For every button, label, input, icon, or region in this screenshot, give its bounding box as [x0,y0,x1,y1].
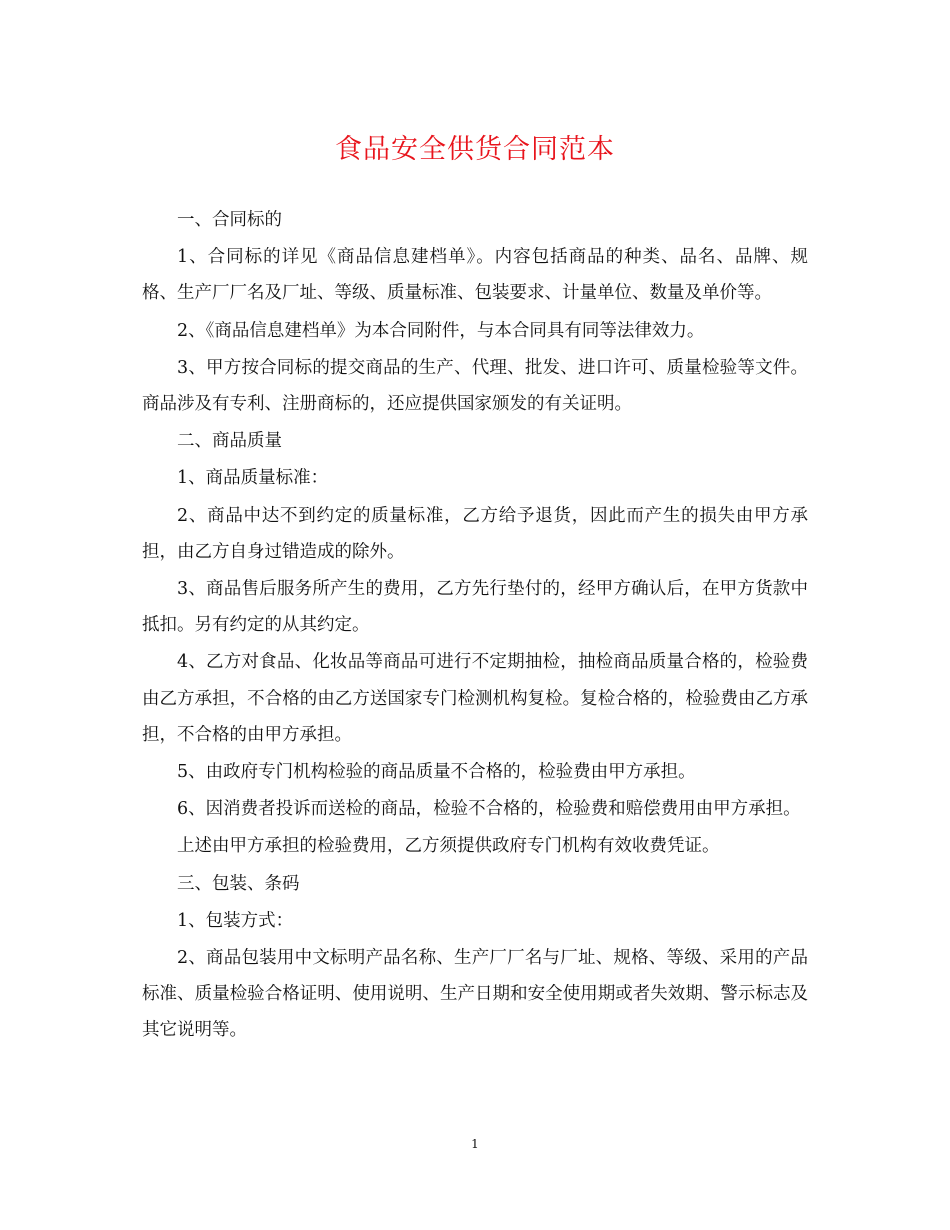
paragraph: 上述由甲方承担的检验费用，乙方须提供政府专门机构有效收费凭证。 [177,836,720,857]
paragraph: 2、《商品信息建档单》为本合同附件，与本合同具有同等法律效力。 [177,320,705,341]
paragraph: 一、合同标的 [177,210,282,230]
paragraph: 三、包装、条码 [177,873,300,894]
paragraph: 1、商品质量标准： [177,468,329,489]
document-title: 食品安全供货合同范本 [335,134,615,165]
paragraph: 二、商品质量 [177,431,282,452]
document-body [142,202,808,1050]
paragraph: 3、商品售后服务所产生的费用，乙方先行垫付的，经甲方确认后，在甲方货款中抵扣。另有约定的从其约定。 [142,579,808,636]
paragraph: 1、合同标的详见《商品信息建档单》。内容包括商品的种类、品名、品牌、规格、生产厂厂名及厂址、等级、质量标准、包装要求、计量单位、数量及单价等。 [142,247,808,304]
paragraph: 2、商品中达不到约定的质量标准，乙方给予退货，因此而产生的损失由甲方承担，由乙方自身过错造成的除外。 [142,505,808,562]
paragraph: 4、乙方对食品、化妆品等商品可进行不定期抽检，抽检商品质量合格的，检验费由乙方承担，不合格的由乙方送国家专门检测机构复检。复检合格的，检验费由乙方承担，不合格的由甲方承担。 [142,652,808,745]
paragraph: 1、包装方式： [177,910,294,931]
page-number: 1 [471,1137,479,1151]
paragraph: 3、甲方按合同标的提交商品的生产、代理、批发、进口许可、质量检验等文件。商品涉及有专利、注册商标的，还应提供国家颁发的有关证明。 [142,357,808,415]
paragraph: 5、由政府专门机构检验的商品质量不合格的，检验费由甲方承担。 [177,762,696,783]
paragraph: 2、商品包装用中文标明产品名称、生产厂厂名与厂址、规格、等级、采用的产品标准、质量检验合格证明、使用说明、生产日期和安全使用期或者失效期、警示标志及其它说明等。 [142,948,808,1041]
paragraph: 6、因消费者投诉而送检的商品，检验不合格的，检验费和赔偿费用由甲方承担。 [177,799,801,820]
